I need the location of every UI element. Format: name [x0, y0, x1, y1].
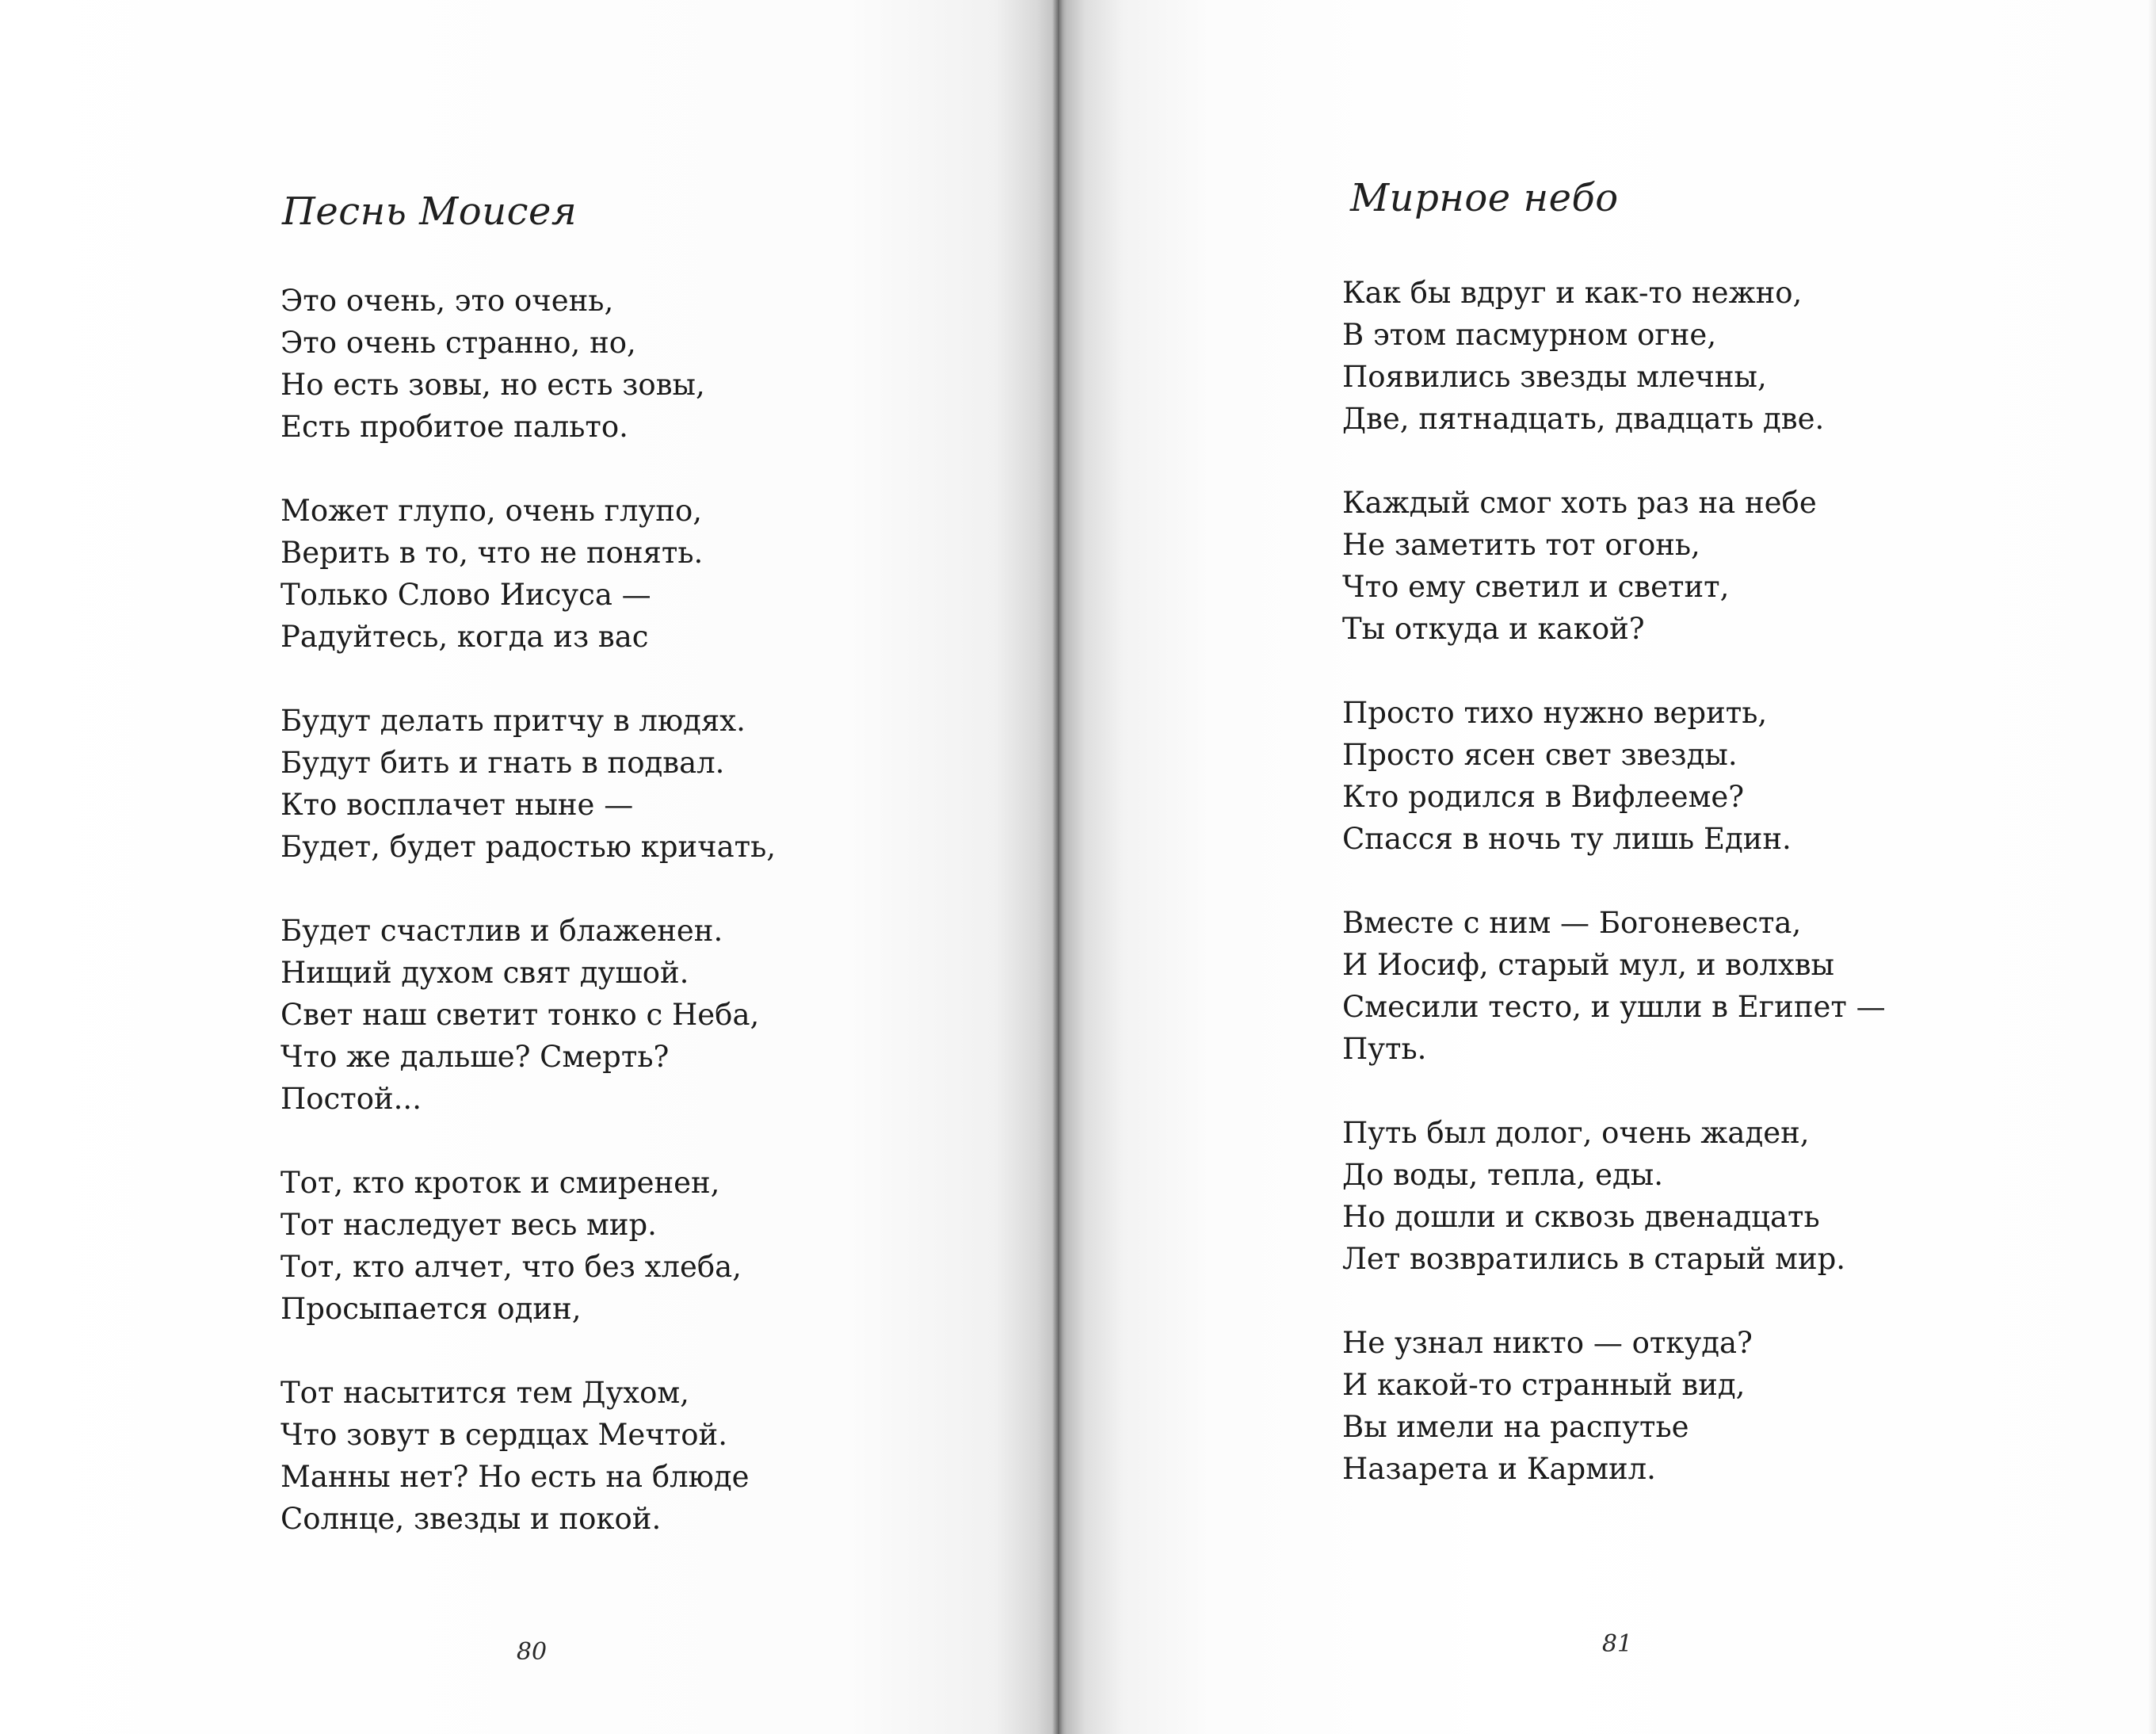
- poem-line: Нищий духом свят душой.: [280, 956, 689, 990]
- poem-body-right: [1342, 272, 1886, 1490]
- poem-line: Как бы вдруг и как-то нежно,: [1342, 276, 1803, 310]
- poem-line: Это очень странно, но,: [280, 326, 636, 360]
- page-edge-shadow: [2148, 0, 2156, 1734]
- poem-line: Вместе с ним — Богоневеста,: [1342, 906, 1802, 940]
- poem-line: Но дошли и сквозь двенадцать: [1342, 1200, 1820, 1234]
- poem-line: Каждый смог хоть раз на небе: [1342, 486, 1817, 520]
- poem-line: Тот, кто кроток и смиренен,: [280, 1166, 720, 1200]
- poem-line: Манны нет? Но есть на блюде: [280, 1460, 750, 1494]
- poem-line: Тот насытится тем Духом,: [280, 1376, 689, 1410]
- poem-line: Путь был долог, очень жаден,: [1342, 1116, 1810, 1150]
- poem-line: Что зовут в сердцах Мечтой.: [280, 1418, 727, 1452]
- poem-line: Только Слово Иисуса —: [280, 578, 651, 612]
- stanza: [280, 1372, 776, 1540]
- stanza: [1342, 692, 1886, 860]
- poem-line: Солнце, звезды и покой.: [280, 1502, 662, 1536]
- book-gutter: [1052, 0, 1063, 1734]
- poem-line: Может глупо, очень глупо,: [280, 494, 703, 528]
- poem-line: Но есть зовы, но есть зовы,: [280, 368, 705, 402]
- poem-line: Постой...: [280, 1082, 422, 1116]
- poem-line: И Иосиф, старый мул, и волхвы: [1342, 948, 1834, 982]
- poem-line: Будут делать притчу в людях.: [280, 704, 746, 738]
- poem-line: Это очень, это очень,: [280, 284, 614, 318]
- poem-line: Радуйтесь, когда из вас: [280, 620, 649, 654]
- poem-line: Что ему светил и светит,: [1342, 570, 1730, 604]
- poem-line: Что же дальше? Смерть?: [280, 1040, 670, 1074]
- stanza: [1342, 272, 1886, 440]
- poem-line: Будет счастлив и блаженен.: [280, 914, 723, 948]
- stanza: [280, 700, 776, 868]
- stanza: [280, 1162, 776, 1330]
- poem-line: Вы имели на распутье: [1342, 1410, 1689, 1444]
- poem-line: Тот наследует весь мир.: [280, 1208, 657, 1242]
- poem-line: Кто восплачет ныне —: [280, 788, 634, 822]
- stanza: [280, 490, 776, 658]
- poem-line: Не заметить тот огонь,: [1342, 528, 1700, 562]
- page-number-right: 81: [1601, 1630, 1633, 1658]
- poem-line: Будут бить и гнать в подвал.: [280, 746, 725, 780]
- poem-line: Верить в то, что не понять.: [280, 536, 704, 570]
- poem-line: Тот, кто алчет, что без хлеба,: [280, 1250, 742, 1284]
- stanza: [1342, 1112, 1886, 1280]
- poem-line: Не узнал никто — откуда?: [1342, 1326, 1753, 1360]
- poem-line: Просто тихо нужно верить,: [1342, 696, 1768, 730]
- poem-title-left: Песнь Моисея: [282, 189, 578, 234]
- poem-line: Лет возвратились в старый мир.: [1342, 1242, 1846, 1276]
- poem-line: Есть пробитое пальто.: [280, 410, 628, 444]
- poem-line: Появились звезды млечны,: [1342, 360, 1767, 394]
- poem-line: Кто родился в Вифлееме?: [1342, 780, 1745, 814]
- poem-line: Смесили тесто, и ушли в Египет —: [1342, 990, 1886, 1024]
- poem-line: В этом пасмурном огне,: [1342, 318, 1717, 352]
- poem-line: Свет наш светит тонко с Неба,: [280, 998, 760, 1032]
- stanza: [280, 280, 776, 448]
- poem-line: До воды, тепла, еды.: [1342, 1158, 1663, 1192]
- poem-line: Спасся в ночь ту лишь Един.: [1342, 822, 1792, 856]
- poem-line: Просто ясен свет звезды.: [1342, 738, 1738, 772]
- poem-line: Ты откуда и какой?: [1342, 612, 1645, 646]
- poem-line: Будет, будет радостью кричать,: [280, 830, 777, 864]
- poem-body-left: [280, 280, 776, 1540]
- stanza: [1342, 482, 1886, 650]
- poem-line: Путь.: [1342, 1032, 1427, 1066]
- stanza: [1342, 1322, 1886, 1490]
- stanza: [280, 910, 776, 1120]
- poem-line: Две, пятнадцать, двадцать две.: [1342, 402, 1825, 436]
- poem-line: Назарета и Кармил.: [1342, 1452, 1656, 1486]
- poem-title-right: Мирное небо: [1350, 176, 1619, 220]
- poem-line: Просыпается один,: [280, 1292, 582, 1326]
- page-number-left: 80: [516, 1638, 548, 1666]
- stanza: [1342, 902, 1886, 1070]
- poem-line: И какой-то странный вид,: [1342, 1368, 1746, 1402]
